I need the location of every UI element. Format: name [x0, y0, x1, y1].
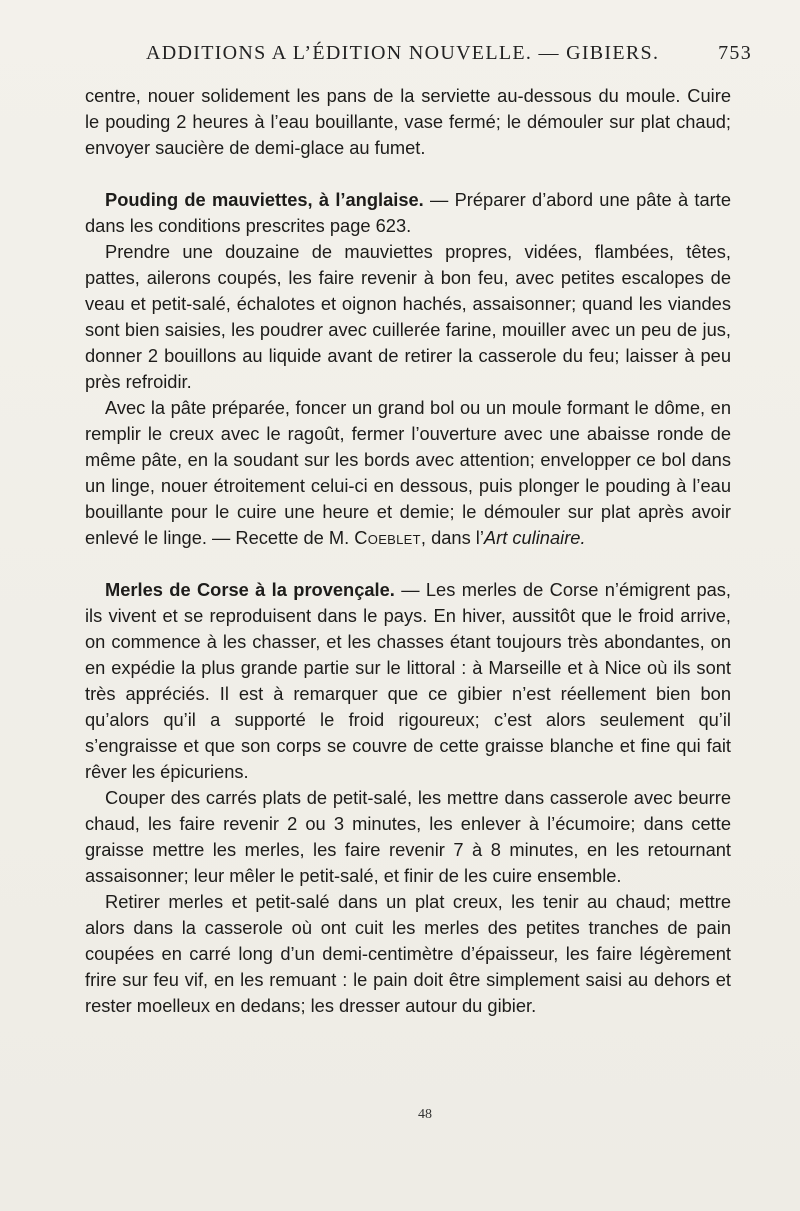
merles-paragraph-2: Couper des carrés plats de petit-salé, les mettre dans casserole avec beurre chaud, les faire revenir 2 ou 3 minutes, les enlever à l’écumoire; dans cette graisse mettre les merles, les faire revenir 7 à 8 minutes, en les retournant assaisonner; leur mêler le petit-salé, et finir de les cuire ensemble. — [85, 787, 731, 886]
recipe-author: Coeblet — [354, 527, 421, 548]
pouding-intro: — Préparer d’abord une pâte à tarte dans les conditions prescrites page 623. — [85, 189, 731, 236]
running-header — [62, 42, 752, 70]
running-header-title: ADDITIONS A L’ÉDITION NOUVELLE. — GIBIERS. — [146, 42, 660, 64]
recipe-source-prefix: , dans l’ — [420, 527, 484, 548]
merles-paragraph-1 — [85, 577, 731, 785]
continued-paragraph: centre, nouer solidement les pans de la serviette au-dessous du moule. Cuire le pouding 2 heures à l’eau bouillante, vase fermé; le démouler sur plat chaud; envoyer saucière de demi-glace au fumet. — [85, 85, 731, 158]
pouding-paragraph-2: Prendre une douzaine de mauviettes propres, vidées, flambées, têtes, pattes, ailerons coupés, les faire revenir à bon feu, avec petites escalopes de veau et petit-salé, échalotes et oignon hachés, assaisonner; quand les viandes sont bien saisies, les poudrer avec cuillerée farine, mouiller avec un peu de jus, donner 2 bouillons au liquide avant de retirer la casserole du feu; laisser à peu près refroidir. — [85, 241, 731, 392]
page-number: 753 — [718, 42, 752, 64]
merles-heading: Merles de Corse à la provençale. — [105, 579, 395, 600]
recipe-source-work: Art culinaire. — [483, 527, 586, 548]
pouding-heading: Pouding de mauviettes, à l’anglaise. — [105, 189, 424, 210]
merles-paragraph-3: Retirer merles et petit-salé dans un plat creux, les tenir au chaud; mettre alors dans la casserole où ont cuit les merles des petites tranches de pain coupées en carré long d’un demi-centimètre d’épaisseur, les faire légèrement frire sur feu vif, en les remuant : le pain doit être simplement saisi au dehors et rester moelleux en dedans; les dresser autour du gibier. — [85, 891, 731, 1016]
pouding-paragraph-3-text: Avec la pâte préparée, foncer un grand bol ou un moule formant le dôme, en remplir le creux avec le ragoût, fermer l’ouverture avec une abaisse ronde de même pâte, en la soudant sur les bords avec attention; envelopper ce bol dans un linge, nouer étroitement celui-ci en dessous, puis plonger le pouding à l’eau bouillante pour le cuire une heure et demie; le démouler sur plat après avoir enlevé le linge. — Recette de M. — [85, 397, 731, 548]
pouding-paragraph-3 — [85, 395, 731, 551]
signature-mark: 48 — [418, 1107, 432, 1122]
merles-intro: — Les merles de Corse n’émigrent pas, ils vivent et se reproduisent dans le pays. En hiver, aussitôt que le froid arrive, on commence à les chasser, et les chasses étant toujours très abondantes, on en expédie la plus grande partie sur le littoral : à Marseille et à Nice où ils sont très appréciés. Il est à remarquer que ce gibier n’est réellement bien bon qu’alors qu’il a supporté le froid rigoureux; c’est alors seulement qu’il s’engraisse et que son corps se couvre de cette graisse blanche et fine qui fait rêver les épicuriens. — [85, 579, 732, 782]
body-text — [85, 83, 731, 1019]
pouding-paragraph-1 — [85, 187, 731, 239]
